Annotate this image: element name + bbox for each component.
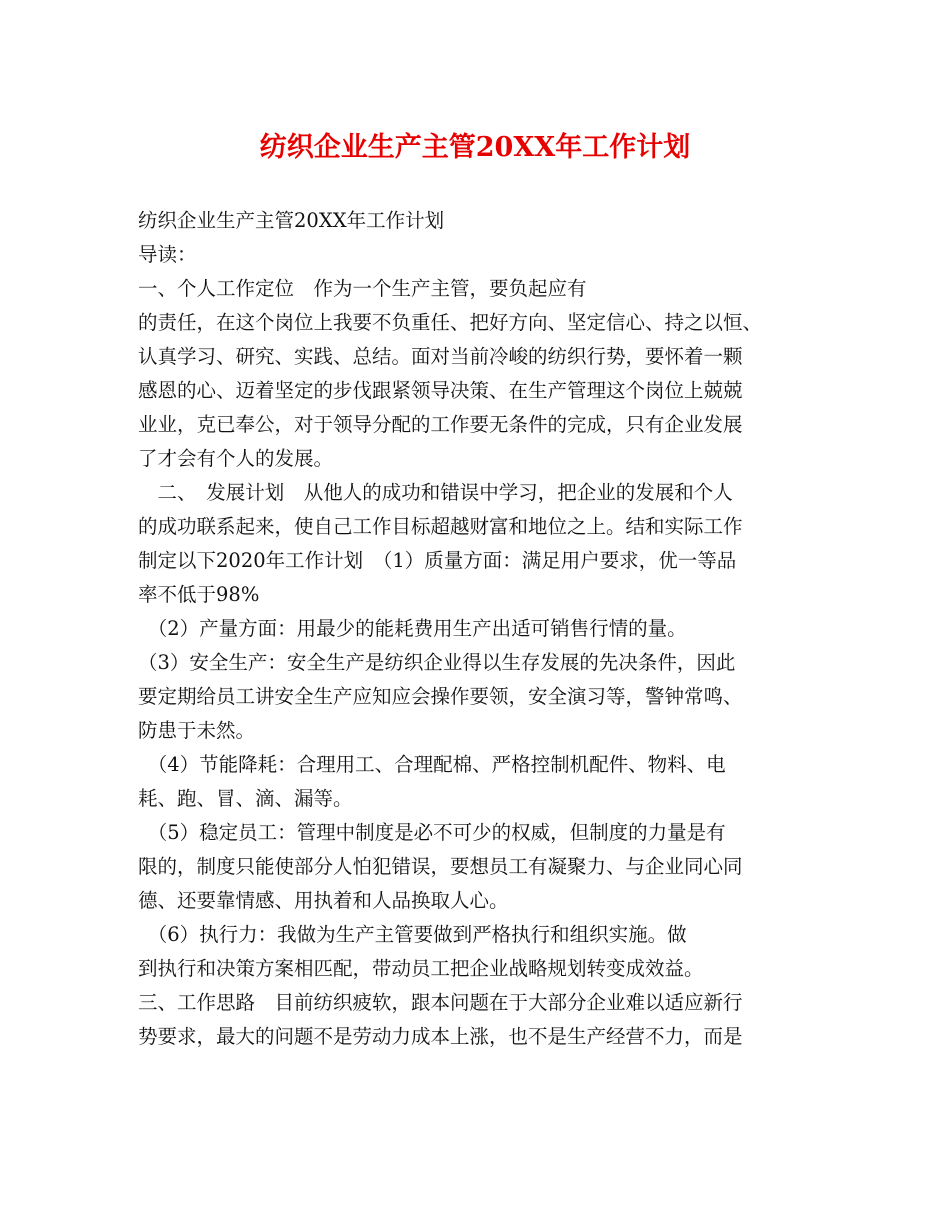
body-line: 纺织企业生产主管20XX年工作计划 (138, 209, 445, 232)
body-line: （2）产量方面：用最少的能耗费用生产出适可销售行情的量。 (138, 617, 687, 640)
body-line: （6）执行力：我做为生产主管要做到严格执行和组织实施。做 (138, 923, 687, 946)
body-line: 业业，克已奉公，对于领导分配的工作要无条件的完成，只有企业发展 (138, 413, 743, 436)
body-line: 一、个人工作定位 作为一个生产主管，要负起应有 (138, 277, 587, 300)
body-line: 制定以下2020年工作计划 （1）质量方面：满足用户要求，优一等品 (138, 549, 737, 572)
body-line: （3）安全生产：安全生产是纺织企业得以生存发展的先决条件，因此 (138, 651, 736, 674)
body-line: 认真学习、研究、实践、总结。面对当前冷峻的纺织行势，要怀着一颗 (138, 345, 743, 368)
body-line: 二、 发展计划 从他人的成功和错误中学习，把企业的发展和个人 (138, 481, 733, 504)
document-body (138, 204, 828, 1054)
body-line: 防患于未然。 (138, 719, 256, 742)
body-line: 导读： (138, 243, 197, 266)
body-line: 耗、跑、冒、滴、漏等。 (138, 787, 353, 810)
body-line: 的责任，在这个岗位上我要不负重任、把好方向、坚定信心、持之以恒、 (138, 311, 763, 334)
body-line: 势要求，最大的问题不是劳动力成本上涨，也不是生产经营不力，而是 (138, 1025, 743, 1048)
body-line: 要定期给员工讲安全生产应知应会操作要领，安全演习等，警钟常鸣、 (138, 685, 743, 708)
body-line: 了才会有个人的发展。 (138, 447, 334, 470)
document-title: 纺织企业生产主管20XX年工作计划 (259, 132, 691, 163)
body-line: （4）节能降耗：合理用工、合理配棉、严格控制机配件、物料、电 (138, 753, 726, 776)
body-line: 的成功联系起来，使自己工作目标超越财富和地位之上。结和实际工作 (138, 515, 743, 538)
body-line: 限的，制度只能使部分人怕犯错误，要想员工有凝聚力、与企业同心同 (138, 855, 743, 878)
body-line: 到执行和决策方案相匹配，带动员工把企业战略规划转变成效益。 (138, 957, 704, 980)
body-line: 感恩的心、迈着坚定的步伐跟紧领导决策、在生产管理这个岗位上兢兢 (138, 379, 743, 402)
body-line: 率不低于98% (138, 583, 260, 606)
body-line: 德、还要靠情感、用执着和人品换取人心。 (138, 889, 509, 912)
body-line: 三、工作思路 目前纺织疲软，跟本问题在于大部分企业难以适应新行 (138, 991, 743, 1014)
body-line: （5）稳定员工：管理中制度是必不可少的权威，但制度的力量是有 (138, 821, 726, 844)
